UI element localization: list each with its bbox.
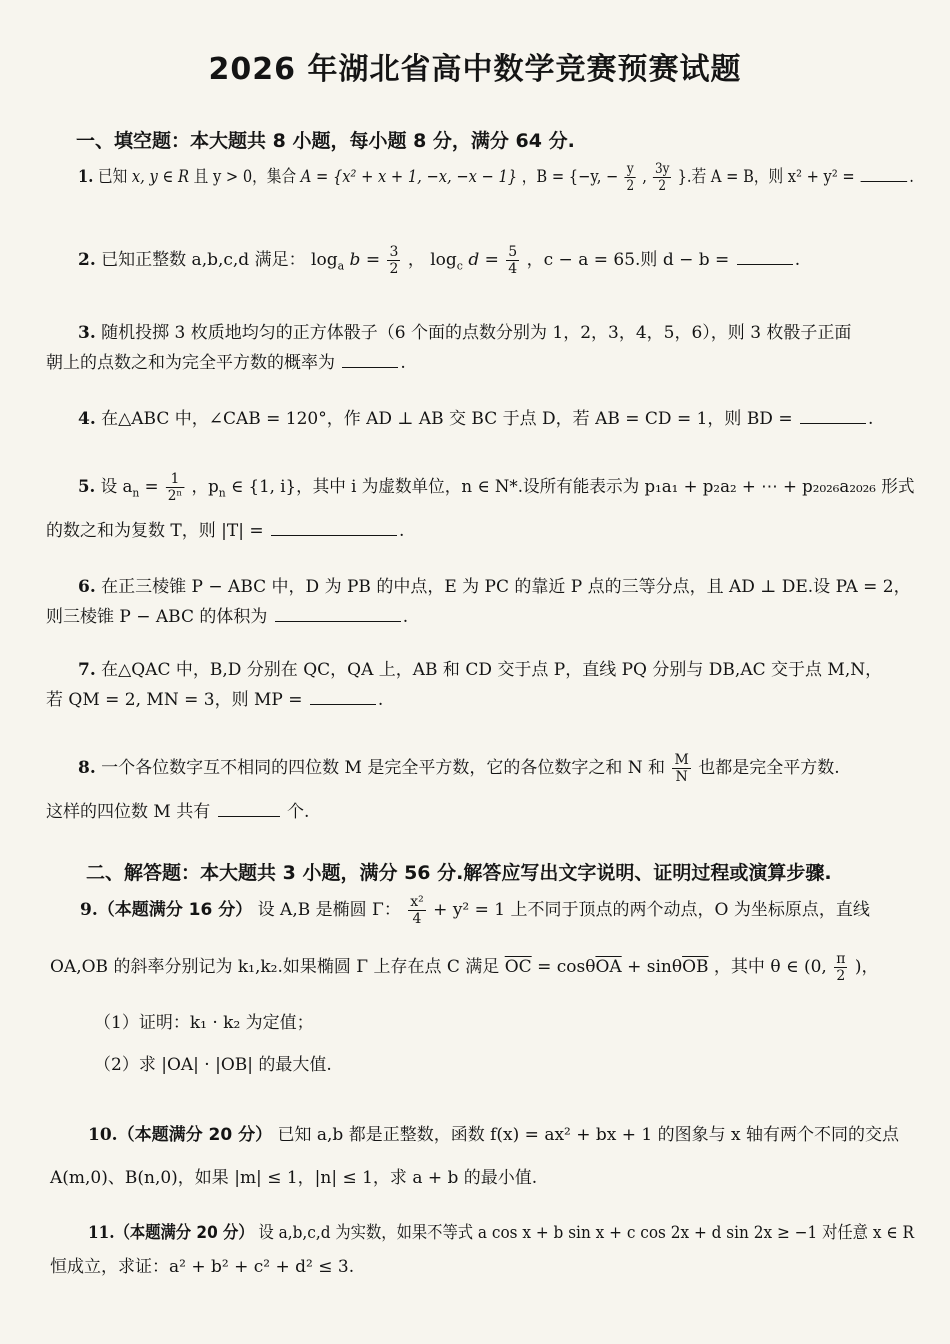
answer-blank[interactable]: [275, 603, 401, 622]
answer-blank[interactable]: [271, 517, 397, 536]
question-10-line-2: A(m,0)、B(n,0)，如果 |m| ≤ 1，|n| ≤ 1，求 a + b 的最小值.: [50, 1168, 538, 1188]
fraction: $\frac{y}{2}$: [626, 161, 635, 194]
page-title: 2026 年湖北省高中数学竞赛预赛试题: [208, 52, 742, 87]
question-3-line-2: 朝上的点数之和为完全平方数的概率为 .: [46, 348, 406, 378]
question-9-part-2: （2）求 |OA| · |OB| 的最大值.: [94, 1055, 332, 1075]
question-6-line-2: 则三棱锥 P − ABC 的体积为 .: [46, 602, 408, 632]
question-2: 2. 已知正整数 a,b,c,d 满足： $\log_a b$ = $\frac{3}{2}$ ， $\log_c d$ = $\frac{5}{4}$ ，c − a = 65.则 d − b = .: [78, 244, 801, 277]
question-11-line-2: 恒成立，求证：a² + b² + c² + d² ≤ 3.: [50, 1257, 355, 1277]
question-7-line-2: 若 QM = 2, MN = 3，则 MP = .: [46, 685, 383, 715]
fraction: $\frac{3}{2}$: [389, 244, 399, 277]
question-4: 4. 在△ABC 中，∠CAB = 120°，作 AD ⊥ AB 交 BC 于点 D，若 AB = CD = 1，则 BD = .: [78, 404, 873, 434]
fraction: $\frac{\text{x²}}{4}$: [410, 894, 424, 927]
question-10: 10.（本题满分 20 分） 已知 a,b 都是正整数，函数 f(x) = ax² + bx + 1 的图象与 x 轴有两个不同的交点: [88, 1125, 900, 1145]
question-11: 11.（本题满分 20 分） 设 a,b,c,d 为实数，如果不等式 a cos x + b sin x + c cos 2x + d sin 2x ≥ −1 对任意 x ∈ R: [88, 1223, 915, 1243]
question-9-line-2: OA,OB 的斜率分别记为 k₁,k₂.如果椭圆 Γ 上存在点 C 满足 $\overline{OC} = \cos\theta\overline{OA} + \sin\theta\overline{OB}$ ，其中 θ ∈ (0, $\frac{\pi}{2}$ )，: [50, 951, 879, 984]
question-5: 5. 设 $a_n$ = $\frac{1}{\text{2ⁿ}}$ ，$p_n$ ∈ {1, i}，其中 i 为虚数单位，n ∈ N*.设所有能表示为 p₁a₁ + p₂a₂ + ⋯ + p₂₀₂₆a₂₀₂₆ 形式: [78, 471, 915, 504]
question-1: 1. 已知 x, y ∈ R 且 y > 0，集合 A = {x² + x + 1, −x, −x − 1} ，B = {−y, − $\frac{y}{2}$ , $\frac{3y}{2}$ }.若 A = B，则 x² + y² = .: [78, 161, 914, 194]
question-6: 6. 在正三棱锥 P − ABC 中，D 为 PB 的中点，E 为 PC 的靠近 P 点的三等分点，且 AD ⊥ DE.设 PA = 2，: [78, 577, 911, 597]
fraction: $\frac{M}{N}$: [674, 752, 689, 785]
fraction: $\frac{3y}{2}$: [655, 161, 670, 194]
question-7: 7. 在△QAC 中，B,D 分别在 QC，QA 上，AB 和 CD 交于点 P，直线 PQ 分别与 DB,AC 交于点 M,N，: [78, 660, 883, 680]
question-8-line-2: 这样的四位数 M 共有 个.: [46, 797, 309, 827]
answer-blank[interactable]: [800, 405, 866, 424]
question-5-line-2: 的数之和为复数 T，则 |T| = .: [46, 516, 404, 546]
answer-blank[interactable]: [861, 163, 908, 182]
fraction: $\frac{5}{4}$: [508, 244, 518, 277]
answer-blank[interactable]: [310, 686, 376, 705]
section-1-heading: 一、填空题：本大题共 8 小题，每小题 8 分，满分 64 分.: [76, 130, 575, 152]
fraction: $\frac{1}{\text{2ⁿ}}$: [167, 471, 183, 504]
question-3: 3. 随机投掷 3 枚质地均匀的正方体骰子（6 个面的点数分别为 1，2，3，4，5，6），则 3 枚骰子正面: [78, 323, 852, 343]
answer-blank[interactable]: [737, 246, 793, 265]
answer-blank[interactable]: [342, 349, 398, 368]
section-2-heading: 二、解答题：本大题共 3 小题，满分 56 分.解答应写出文字说明、证明过程或演算步骤.: [86, 862, 832, 884]
question-8: 8. 一个各位数字互不相同的四位数 M 是完全平方数，它的各位数字之和 N 和 $\frac{M}{N}$ 也都是完全平方数.: [78, 752, 840, 785]
question-9: 9.（本题满分 16 分） 设 A,B 是椭圆 Γ： $\frac{\text{x²}}{4}$ + y² = 1 上不同于顶点的两个动点，O 为坐标原点，直线: [80, 894, 870, 927]
answer-blank[interactable]: [218, 798, 280, 817]
question-9-part-1: （1）证明：k₁ · k₂ 为定值；: [94, 1013, 314, 1033]
fraction: $\frac{\pi}{2}$: [836, 951, 846, 984]
